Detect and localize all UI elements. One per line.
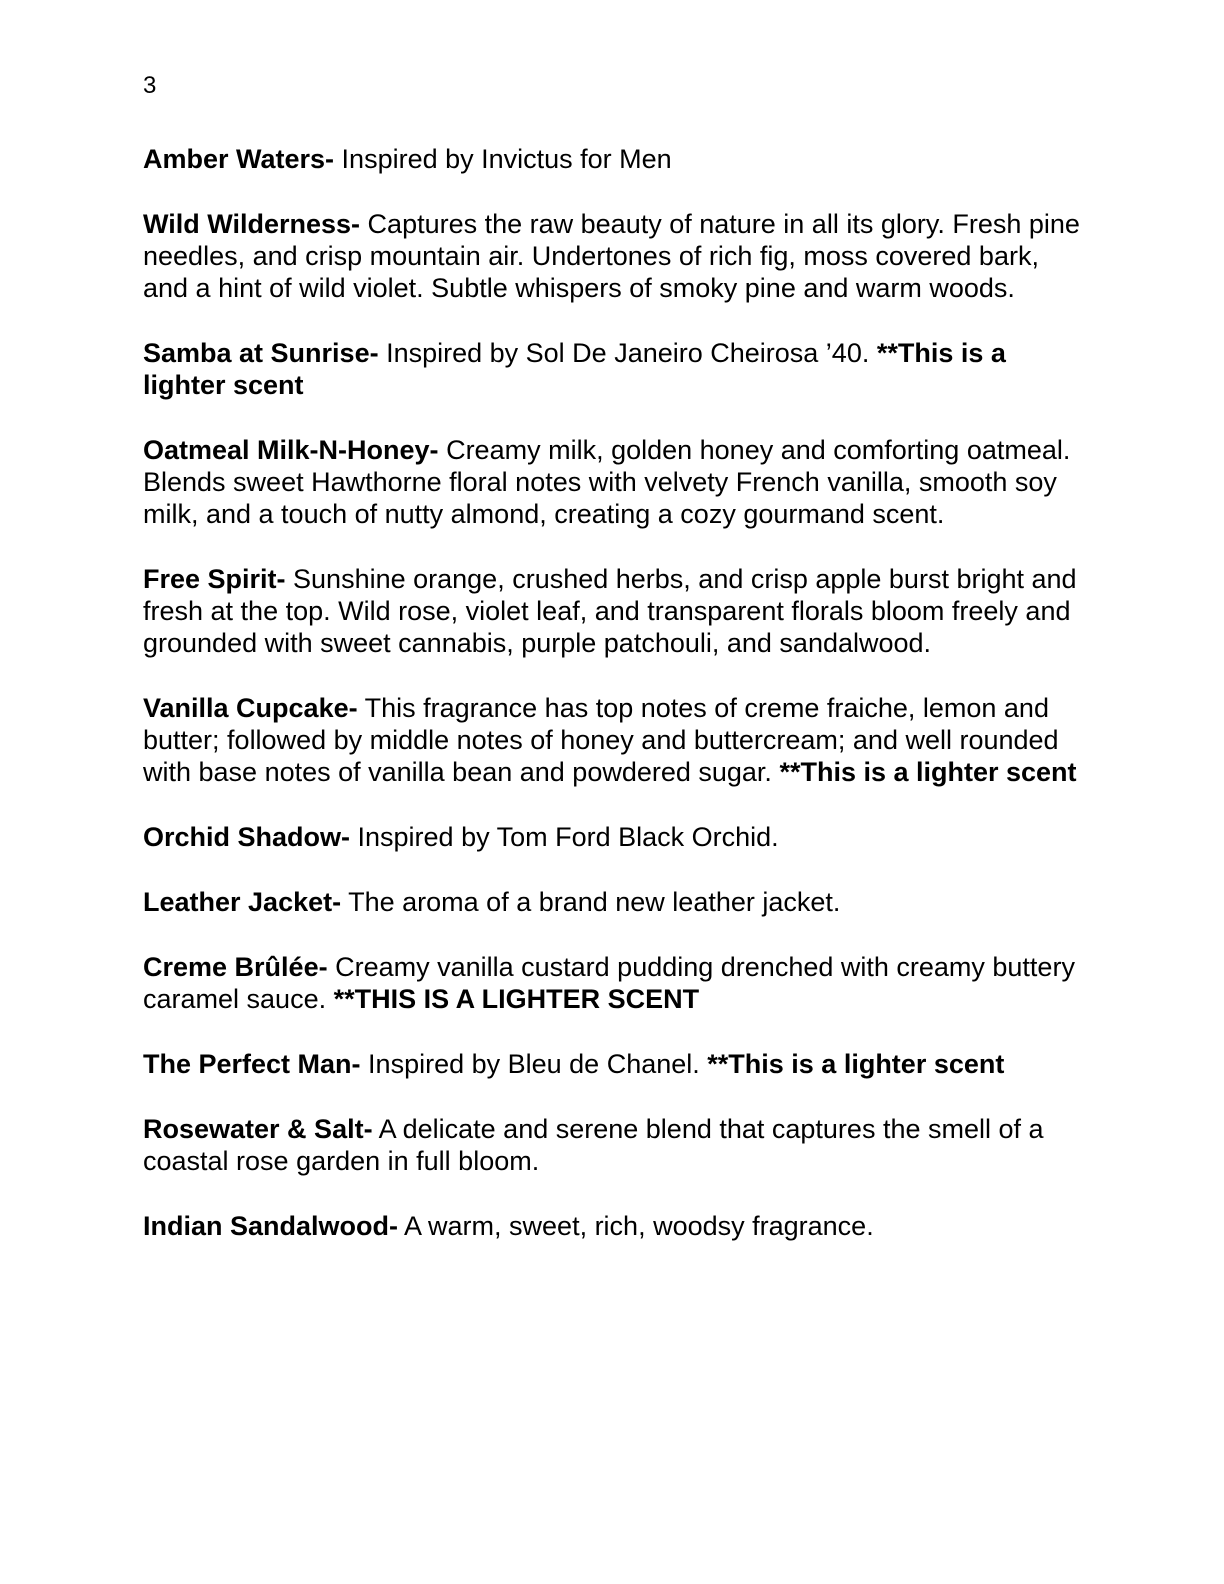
scent-description: A warm, sweet, rich, woodsy fragrance. — [398, 1211, 874, 1241]
scent-name: Wild Wilderness- — [143, 209, 361, 239]
scent-name: Amber Waters- — [143, 144, 335, 174]
page-number: 3 — [143, 72, 157, 99]
scent-entry — [143, 951, 1083, 1015]
scent-entry — [143, 886, 1083, 918]
scent-entry — [143, 143, 1083, 175]
scent-description: Inspired by Bleu de Chanel. — [360, 1049, 708, 1079]
scent-entry — [143, 692, 1083, 788]
scent-entry — [143, 821, 1083, 853]
scent-description: Creamy milk, golden honey and comforting oatmeal. Blends sweet Hawthorne floral notes with velvety French vanilla, smooth soy milk, and a touch of nutty almond, creating a cozy gourmand scent. — [143, 435, 1071, 529]
scent-name: Leather Jacket- — [143, 887, 342, 917]
scent-entry — [143, 563, 1083, 659]
scent-note: **This is a lighter scent — [779, 757, 1077, 787]
scent-entry — [143, 1048, 1083, 1080]
scent-name: Creme Brûlée- — [143, 952, 328, 982]
scent-name: Indian Sandalwood- — [143, 1211, 398, 1241]
scent-description: Captures the raw beauty of nature in all its glory. Fresh pine needles, and crisp mountain air. Undertones of rich fig, moss covered bark, and a hint of wild violet. Subtle whispers of smoky pine and warm woods. — [143, 209, 1080, 303]
scent-note: **This is a lighter scent — [143, 338, 1006, 400]
scent-description: The aroma of a brand new leather jacket. — [341, 887, 841, 917]
scent-name: The Perfect Man- — [143, 1049, 361, 1079]
scent-entry — [143, 337, 1083, 401]
scent-description: Inspired by Invictus for Men — [334, 144, 672, 174]
scent-name: Samba at Sunrise- — [143, 338, 379, 368]
scent-description: Creamy vanilla custard pudding drenched with creamy buttery caramel sauce. — [143, 952, 1075, 1014]
scent-entry — [143, 1113, 1083, 1177]
scent-description: Inspired by Sol De Janeiro Cheirosa ’40. — [378, 338, 877, 368]
scent-entry — [143, 434, 1083, 530]
scent-note: **This is a lighter scent — [707, 1049, 1005, 1079]
scent-description: Sunshine orange, crushed herbs, and crisp apple burst bright and fresh at the top. Wild rose, violet leaf, and transparent florals bloom freely and grounded with sweet cannabis, purple patchouli, and sandalwood. — [143, 564, 1077, 658]
scent-description: This fragrance has top notes of creme fraiche, lemon and butter; followed by middle notes of honey and buttercream; and well rounded with base notes of vanilla bean and powdered sugar. — [143, 693, 1059, 787]
scent-name: Free Spirit- — [143, 564, 286, 594]
scent-note: **THIS IS A LIGHTER SCENT — [333, 984, 700, 1014]
scent-entry — [143, 1210, 1083, 1242]
scent-description: Inspired by Tom Ford Black Orchid. — [350, 822, 779, 852]
scent-name: Orchid Shadow- — [143, 822, 351, 852]
scent-name: Vanilla Cupcake- — [143, 693, 358, 723]
scent-list — [143, 143, 1083, 1275]
scent-name: Oatmeal Milk-N-Honey- — [143, 435, 439, 465]
scent-entry — [143, 208, 1083, 304]
scent-name: Rosewater & Salt- — [143, 1114, 373, 1144]
scent-description: A delicate and serene blend that captures the smell of a coastal rose garden in full bloom. — [143, 1114, 1044, 1176]
